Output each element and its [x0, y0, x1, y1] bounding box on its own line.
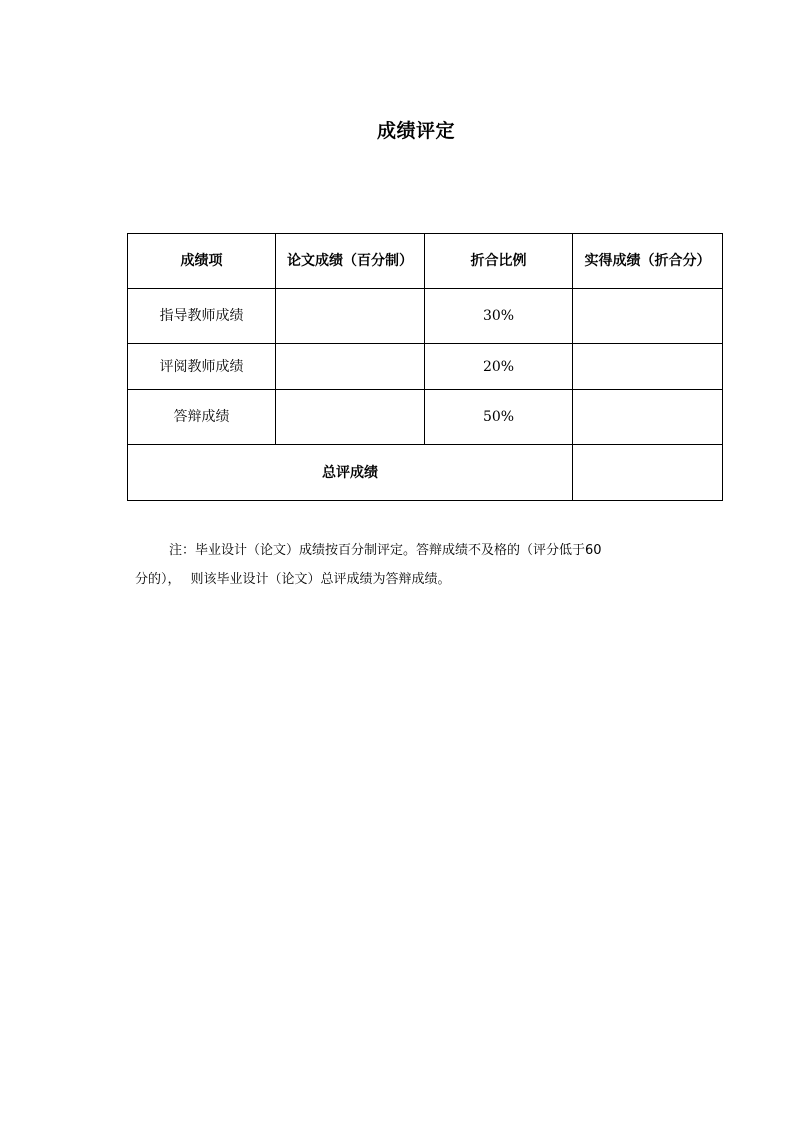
header-item: 成绩项 [128, 234, 276, 289]
page-title: 成绩评定 [376, 120, 455, 142]
table-total-row [128, 445, 723, 501]
total-label: 总评成绩 [128, 445, 573, 501]
actual-score-cell[interactable] [573, 390, 723, 445]
table-row [128, 344, 723, 390]
ratio-cell: 30% [425, 289, 573, 344]
total-value-cell[interactable] [573, 445, 723, 501]
header-actual-score: 实得成绩（折合分） [573, 234, 723, 289]
paper-score-cell[interactable] [276, 344, 425, 390]
note-line-2-part-b: 则该毕业设计（论文）总评成绩为答辩成绩。 [190, 572, 451, 587]
score-table [127, 233, 723, 501]
note-line-2-part-a: 分的）， [135, 572, 181, 587]
actual-score-cell[interactable] [573, 344, 723, 390]
paper-score-cell[interactable] [276, 289, 425, 344]
ratio-cell: 50% [425, 390, 573, 445]
note-paragraph [135, 536, 675, 594]
ratio-cell: 20% [425, 344, 573, 390]
item-cell: 答辩成绩 [128, 390, 276, 445]
header-ratio: 折合比例 [425, 234, 573, 289]
table-row [128, 289, 723, 344]
table-header-row [128, 234, 723, 289]
paper-score-cell[interactable] [276, 390, 425, 445]
actual-score-cell[interactable] [573, 289, 723, 344]
table-row [128, 390, 723, 445]
header-paper-score: 论文成绩（百分制） [276, 234, 425, 289]
note-line-1: 注：毕业设计（论文）成绩按百分制评定。答辩成绩不及格的（评分低于60 [169, 543, 602, 558]
item-cell: 评阅教师成绩 [128, 344, 276, 390]
item-cell: 指导教师成绩 [128, 289, 276, 344]
note-line-2 [135, 565, 675, 594]
